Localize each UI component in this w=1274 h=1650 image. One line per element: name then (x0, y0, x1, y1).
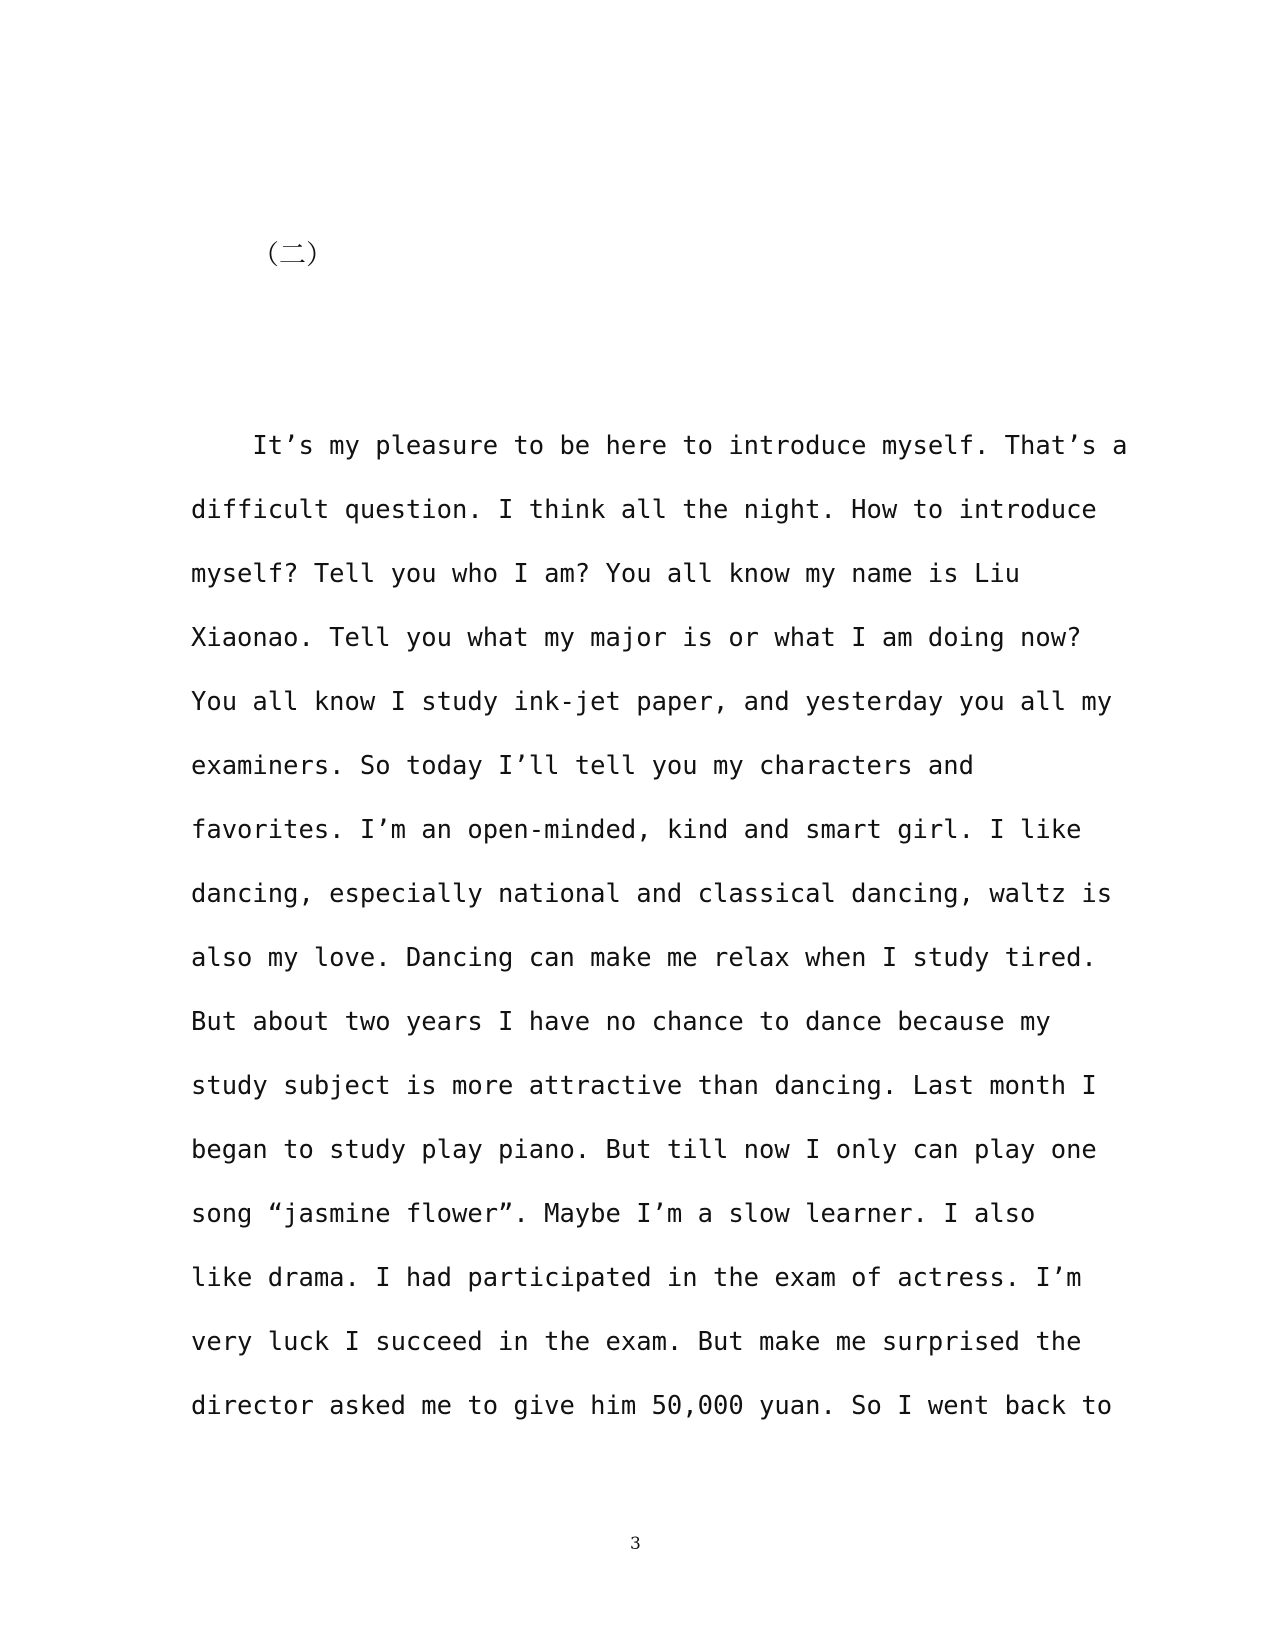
text-line: director asked me to give him 50,000 yuan. So I went back to (191, 1391, 1113, 1421)
text-line: like drama. I had participated in the exam of actress. I’m (191, 1263, 1082, 1293)
text-line: song “jasmine flower”. Maybe I’m a slow learner. I also (191, 1199, 1036, 1229)
text-line: examiners. So today I’ll tell you my characters and (191, 751, 974, 781)
text-line: But about two years I have no chance to dance because my (191, 1007, 1051, 1037)
text-line: Xiaonao. Tell you what my major is or what I am doing now? (191, 623, 1082, 653)
text-line: favorites. I’m an open-minded, kind and smart girl. I like (191, 815, 1082, 845)
text-line: also my love. Dancing can make me relax when I study tired. (191, 943, 1097, 973)
page-number: 3 (630, 1534, 641, 1554)
text-line: difficult question. I think all the night. How to introduce (191, 495, 1097, 525)
text-line: You all know I study ink-jet paper, and yesterday you all my (191, 687, 1113, 717)
text-line: myself? Tell you who I am? You all know my name is Liu (191, 559, 1021, 589)
text-line: very luck I succeed in the exam. But make me surprised the (191, 1327, 1082, 1357)
section-marker: （二） (252, 240, 333, 271)
text-line: dancing, especially national and classical dancing, waltz is (191, 879, 1113, 909)
text-line: study subject is more attractive than dancing. Last month I (191, 1071, 1097, 1101)
text-line: began to study play piano. But till now I only can play one (191, 1135, 1097, 1165)
text-line: It’s my pleasure to be here to introduce myself. That’s a (191, 431, 1128, 461)
